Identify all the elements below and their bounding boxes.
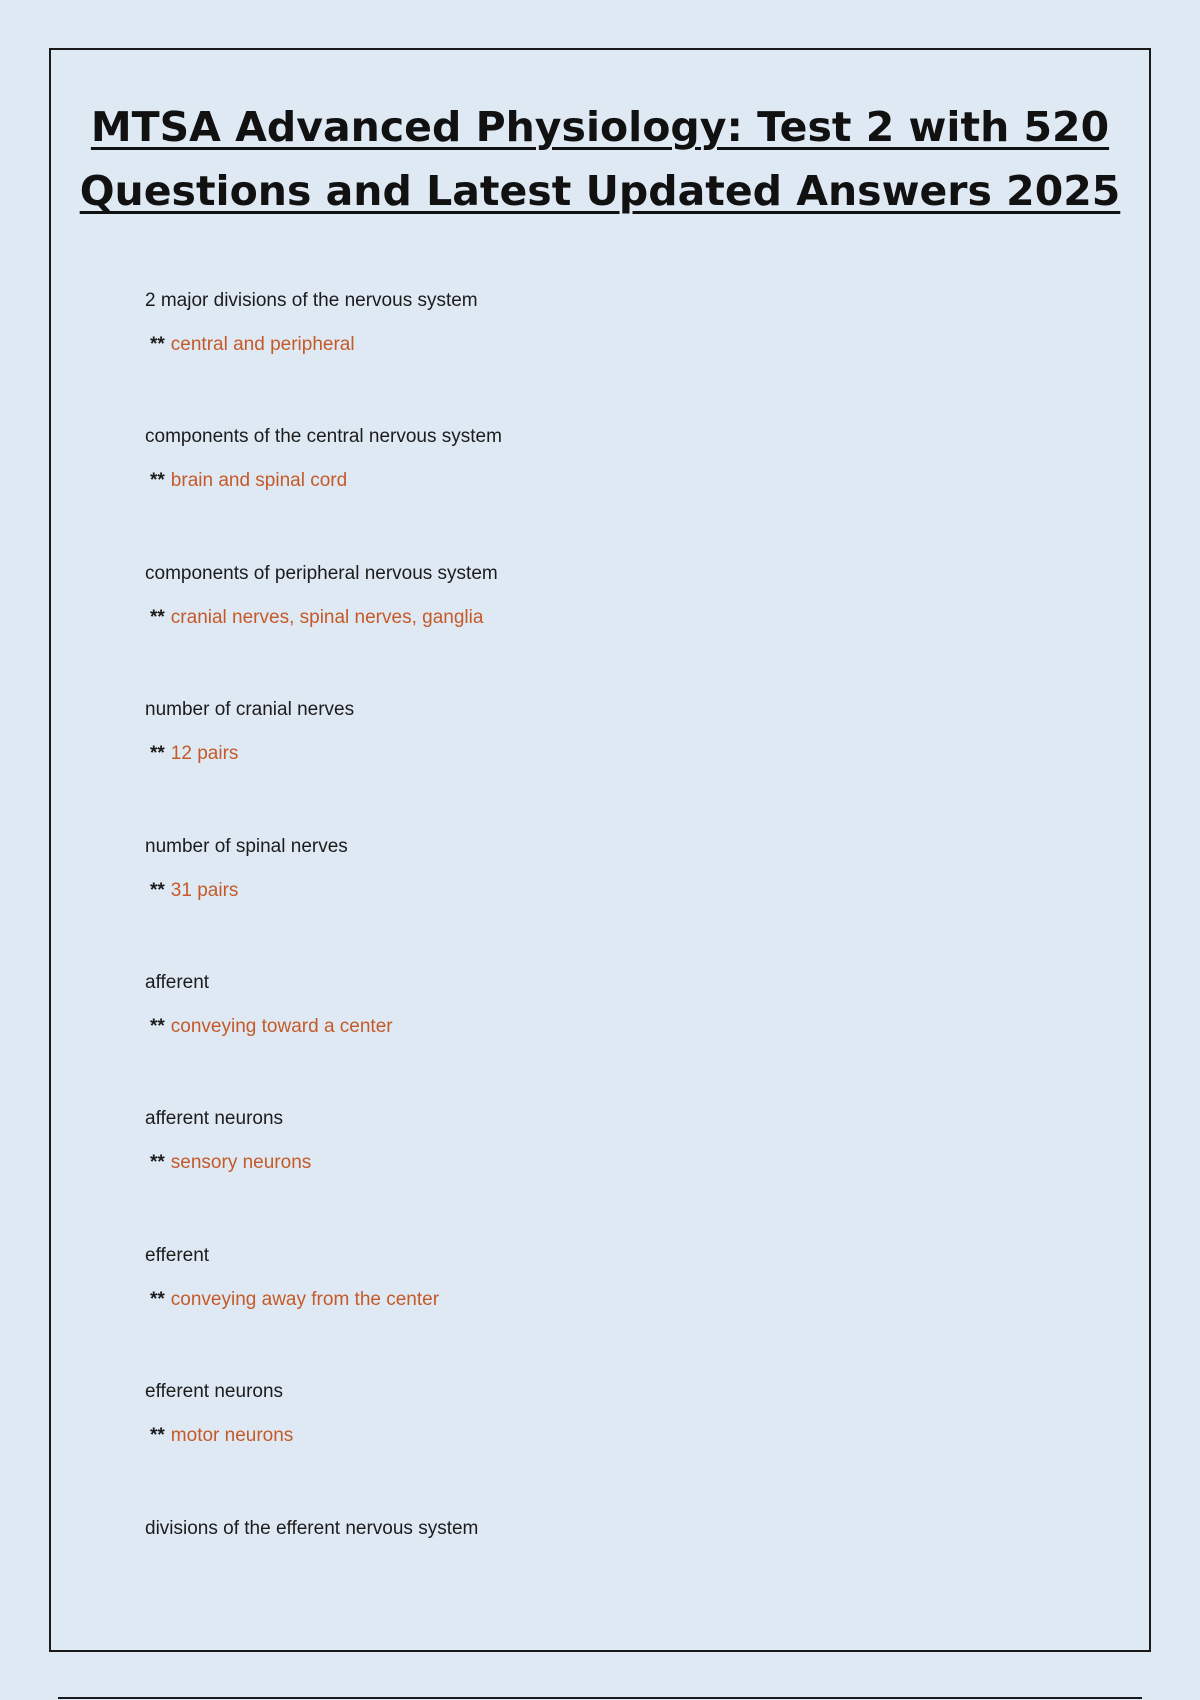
answer xyxy=(145,331,1045,359)
answer-prefix: ** xyxy=(150,1425,165,1447)
question: afferent xyxy=(145,971,210,993)
question: number of spinal nerves xyxy=(145,835,348,857)
document-title-line-1: MTSA Advanced Physiology: Test 2 with 520 xyxy=(90,103,1110,151)
answer-text: 12 pairs xyxy=(170,743,239,765)
answer-text: central and peripheral xyxy=(170,334,355,355)
answer xyxy=(145,1286,1045,1314)
answer-text: brain and spinal cord xyxy=(170,470,348,492)
answer-text: sensory neurons xyxy=(170,1152,312,1174)
answer-text: conveying away from the center xyxy=(170,1288,440,1310)
qa-item xyxy=(145,423,1045,559)
qa-list xyxy=(145,287,1045,1651)
answer xyxy=(145,604,1045,632)
qa-item xyxy=(145,696,1045,832)
answer xyxy=(145,877,1045,905)
qa-item xyxy=(145,1515,1045,1651)
answer-prefix: ** xyxy=(150,606,165,628)
question: 2 major divisions of the nervous system xyxy=(145,290,478,311)
document-title xyxy=(0,95,1200,223)
answer-prefix: ** xyxy=(150,334,165,355)
answer xyxy=(145,467,1045,495)
answer xyxy=(145,1422,1045,1450)
answer-text: 31 pairs xyxy=(170,879,239,901)
answer xyxy=(145,1013,1045,1041)
qa-item xyxy=(145,833,1045,969)
qa-item xyxy=(145,1105,1045,1241)
answer-prefix: ** xyxy=(150,1015,165,1037)
qa-item xyxy=(145,1378,1045,1514)
question: efferent xyxy=(145,1244,210,1266)
qa-item xyxy=(145,560,1045,696)
qa-item xyxy=(145,969,1045,1105)
question: components of the central nervous system xyxy=(145,426,502,448)
answer-text: cranial nerves, spinal nerves, ganglia xyxy=(170,606,484,628)
answer xyxy=(145,740,1045,768)
question: number of cranial nerves xyxy=(145,699,355,721)
answer-prefix: ** xyxy=(150,879,165,901)
answer-prefix: ** xyxy=(150,1288,165,1310)
answer-prefix: ** xyxy=(150,470,165,492)
qa-item xyxy=(145,287,1045,423)
page-break-rule xyxy=(58,1697,1142,1699)
answer-text: motor neurons xyxy=(170,1425,294,1447)
answer-text: conveying toward a center xyxy=(170,1015,393,1037)
question: efferent neurons xyxy=(145,1381,284,1403)
question: afferent neurons xyxy=(145,1108,284,1130)
answer xyxy=(145,1149,1045,1177)
question: components of peripheral nervous system xyxy=(145,562,498,584)
question: divisions of the efferent nervous system xyxy=(145,1517,479,1539)
qa-item xyxy=(145,1242,1045,1378)
document-title-line-2: Questions and Latest Updated Answers 2025 xyxy=(79,167,1121,215)
answer-prefix: ** xyxy=(150,1152,165,1174)
answer-prefix: ** xyxy=(150,743,165,765)
